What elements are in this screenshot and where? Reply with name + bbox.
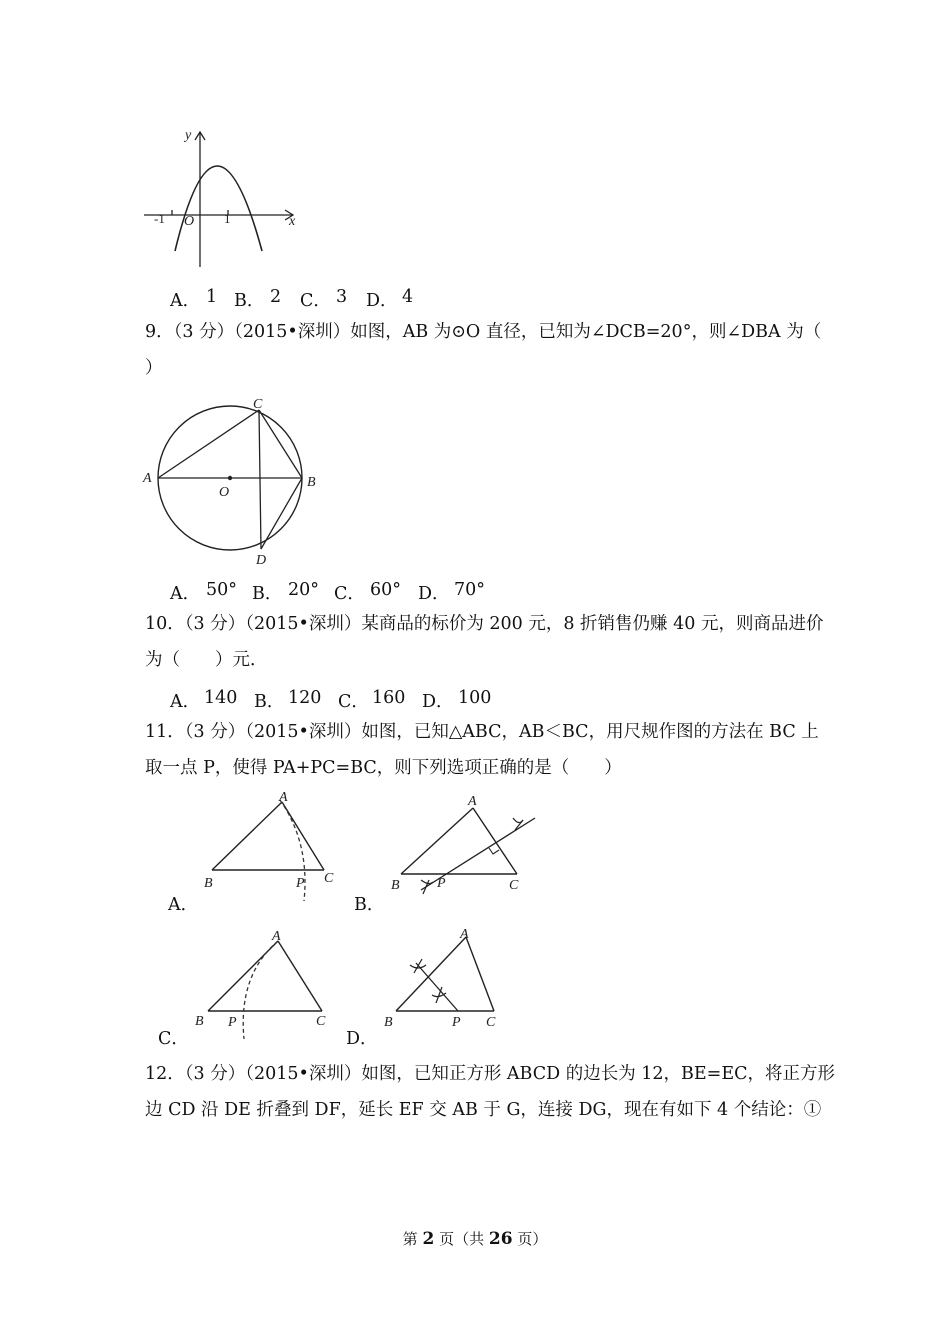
- option-b-value: 120: [288, 688, 322, 708]
- point-b-label: B: [391, 878, 400, 893]
- q11-figure-b: [385, 790, 545, 900]
- option-a-value: 1: [206, 287, 218, 307]
- point-a-label: A: [468, 794, 477, 809]
- option-a-value: 50°: [206, 580, 238, 600]
- option-d-label: D．: [422, 692, 454, 712]
- point-p-label: P: [437, 876, 446, 891]
- q11-figure-c: [190, 925, 340, 1040]
- q10-question-line1: 10．（3 分）（2015•深圳）某商品的标价为 200 元，8 折销售仍赚 40 元，则商品进价: [145, 614, 824, 634]
- q9-question-line2: ）: [145, 358, 163, 378]
- footer-prefix: 第: [402, 1230, 418, 1248]
- point-p-label: P: [228, 1015, 237, 1030]
- point-c-label: C: [253, 397, 263, 412]
- point-c-label: C: [509, 878, 519, 893]
- footer-mid: 页（共: [439, 1230, 485, 1248]
- q9-question-line1: 9．（3 分）（2015•深圳）如图，AB 为⊙O 直径，已知为∠DCB=20°，则∠DBA 为（: [145, 322, 822, 342]
- origin-label: O: [184, 214, 195, 229]
- option-d-label: D．: [418, 584, 450, 604]
- option-c-label: C．: [334, 584, 365, 604]
- option-a-label: A．: [170, 692, 201, 712]
- x-axis-label: x: [289, 214, 296, 229]
- option-d-value: 70°: [454, 580, 486, 600]
- option-b-label: B．: [254, 692, 285, 712]
- q10-question-line2: 为（ ）元．: [145, 650, 268, 670]
- page-footer: [0, 1228, 950, 1249]
- q9-circle-figure: [140, 392, 325, 567]
- q12-question-line1: 12．（3 分）（2015•深圳）如图，已知正方形 ABCD 的边长为 12，BE=EC，将正方形: [145, 1064, 835, 1084]
- point-a-label: A: [279, 790, 288, 805]
- center-o-label: O: [219, 485, 230, 500]
- point-a-label: A: [143, 471, 152, 486]
- option-a-label: A．: [170, 291, 201, 311]
- option-b-value: 2: [270, 287, 282, 307]
- point-p-label: P: [452, 1015, 461, 1030]
- option-a-label: A．: [170, 584, 201, 604]
- point-b-label: B: [307, 475, 316, 490]
- option-c-value: 160: [372, 688, 406, 708]
- option-c-label: C．: [300, 291, 331, 311]
- option-b-label: B．: [234, 291, 265, 311]
- option-d-value: 4: [402, 287, 414, 307]
- option-a-value: 140: [204, 688, 238, 708]
- q12-question-line2: 边 CD 沿 DE 折叠到 DF，延长 EF 交 AB 于 G，连接 DG，现在有如下 4 个结论：①: [145, 1100, 822, 1120]
- q11-choice-c-label: C．: [158, 1029, 189, 1049]
- option-c-value: 60°: [370, 580, 402, 600]
- point-c-label: C: [324, 871, 334, 886]
- point-b-label: B: [195, 1014, 204, 1029]
- tick-label-neg1: -1: [154, 211, 165, 226]
- option-c-label: C．: [338, 692, 369, 712]
- q11-figure-d: [380, 925, 520, 1040]
- point-p-label: P: [296, 876, 305, 891]
- option-b-value: 20°: [288, 580, 320, 600]
- option-d-value: 100: [458, 688, 492, 708]
- point-a-label: A: [272, 929, 281, 944]
- q11-choice-a-label: A．: [168, 895, 199, 915]
- q11-question-line1: 11．（3 分）（2015•深圳）如图，已知△ABC，AB＜BC，用尺规作图的方法在 BC 上: [145, 722, 819, 742]
- footer-suffix: 页）: [517, 1230, 548, 1248]
- y-axis-label: y: [185, 128, 192, 143]
- point-b-label: B: [384, 1015, 393, 1030]
- footer-page-number: 2: [422, 1229, 435, 1249]
- point-b-label: B: [204, 876, 213, 891]
- point-d-label: D: [256, 553, 267, 567]
- point-a-label: A: [460, 927, 469, 942]
- option-d-label: D．: [366, 291, 398, 311]
- point-c-label: C: [316, 1014, 326, 1029]
- option-c-value: 3: [336, 287, 348, 307]
- q11-choice-d-label: D．: [346, 1029, 378, 1049]
- tick-label-1: 1: [224, 211, 231, 226]
- q8-parabola-figure: [140, 125, 305, 270]
- option-b-label: B．: [252, 584, 283, 604]
- q11-question-line2: 取一点 P，使得 PA+PC=BC，则下列选项正确的是（ ）: [145, 758, 622, 778]
- point-c-label: C: [486, 1015, 496, 1030]
- q11-figure-a: [200, 788, 345, 903]
- q11-choice-b-label: B．: [354, 895, 385, 915]
- footer-total-pages: 26: [488, 1229, 513, 1249]
